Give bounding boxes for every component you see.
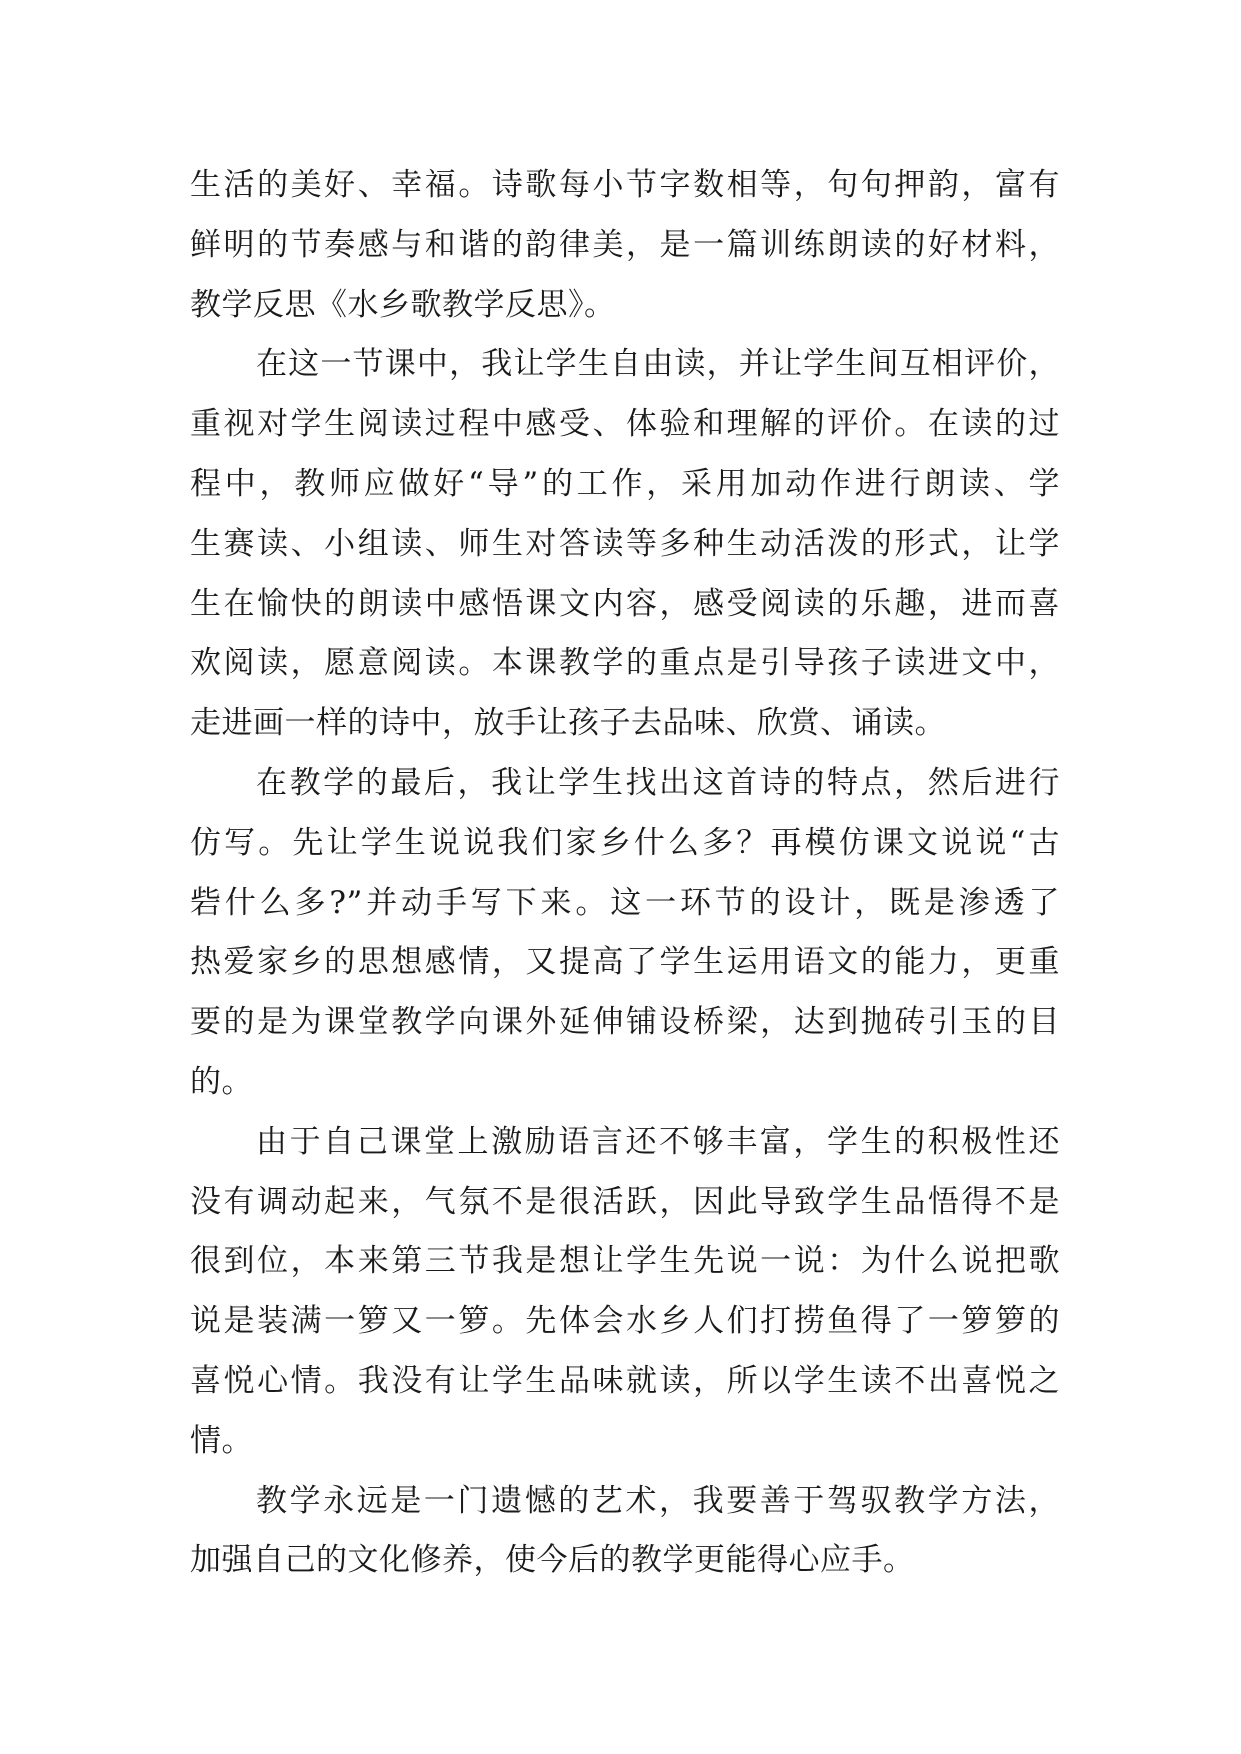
text-line: 在这一节课中，我让学生自由读，并让学生间互相评价， bbox=[256, 346, 1060, 383]
paragraph-3 bbox=[190, 754, 1060, 1113]
text-line: 情。 bbox=[190, 1422, 253, 1459]
paragraph-2 bbox=[190, 335, 1060, 754]
text-line: 生在愉快的朗读中感悟课文内容，感受阅读的乐趣，进而喜 bbox=[190, 585, 1060, 622]
text-line: 生活的美好、幸福。诗歌每小节字数相等，句句押韵，富有 bbox=[190, 167, 1060, 203]
paragraph-5 bbox=[190, 1472, 1060, 1592]
text-line: 说是装满一箩又一箩。先体会水乡人们打捞鱼得了一箩箩的 bbox=[190, 1303, 1060, 1340]
text-line: 加强自己的文化修养，使今后的教学更能得心应手。 bbox=[190, 1542, 915, 1579]
text-line: 要的是为课堂教学向课外延伸铺设桥梁，达到抛砖引玉的目 bbox=[190, 1004, 1060, 1041]
text-line: 的。 bbox=[190, 1063, 253, 1100]
paragraph-4 bbox=[190, 1113, 1060, 1472]
text-line: 教学反思《水乡歌教学反思》。 bbox=[190, 286, 616, 323]
text-line: 由于自己课堂上激励语言还不够丰富，学生的积极性还 bbox=[256, 1123, 1060, 1160]
paragraph-1 bbox=[190, 156, 1060, 335]
text-line: 重视对学生阅读过程中感受、体验和理解的评价。在读的过 bbox=[190, 406, 1060, 443]
text-line: 鲜明的节奏感与和谐的韵律美，是一篇训练朗读的好材料， bbox=[190, 226, 1060, 263]
text-line: 仿写。先让学生说说我们家乡什么多？再模仿课文说说“古 bbox=[190, 824, 1060, 861]
text-line: 喜悦心情。我没有让学生品味就读，所以学生读不出喜悦之 bbox=[190, 1362, 1060, 1399]
text-line: 走进画一样的诗中，放手让孩子去品味、欣赏、诵读。 bbox=[190, 705, 946, 742]
text-line: 教学永远是一门遗憾的艺术，我要善于驾驭教学方法， bbox=[256, 1482, 1060, 1519]
text-line: 很到位，本来第三节我是想让学生先说一说：为什么说把歌 bbox=[190, 1243, 1060, 1280]
text-line: 程中，教师应做好“导”的工作，采用加动作进行朗读、学 bbox=[190, 465, 1060, 502]
document-body bbox=[190, 156, 1060, 1591]
text-line: 欢阅读，愿意阅读。本课教学的重点是引导孩子读进文中， bbox=[190, 645, 1060, 682]
text-line: 热爱家乡的思想感情，又提高了学生运用语文的能力，更重 bbox=[190, 944, 1060, 981]
text-line: 砦什么多?”并动手写下来。这一环节的设计，既是渗透了 bbox=[190, 884, 1060, 921]
text-line: 没有调动起来，气氛不是很活跃，因此导致学生品悟得不是 bbox=[190, 1183, 1060, 1220]
text-line: 在教学的最后，我让学生找出这首诗的特点，然后进行 bbox=[256, 764, 1060, 801]
text-line: 生赛读、小组读、师生对答读等多种生动活泼的形式，让学 bbox=[190, 525, 1060, 562]
